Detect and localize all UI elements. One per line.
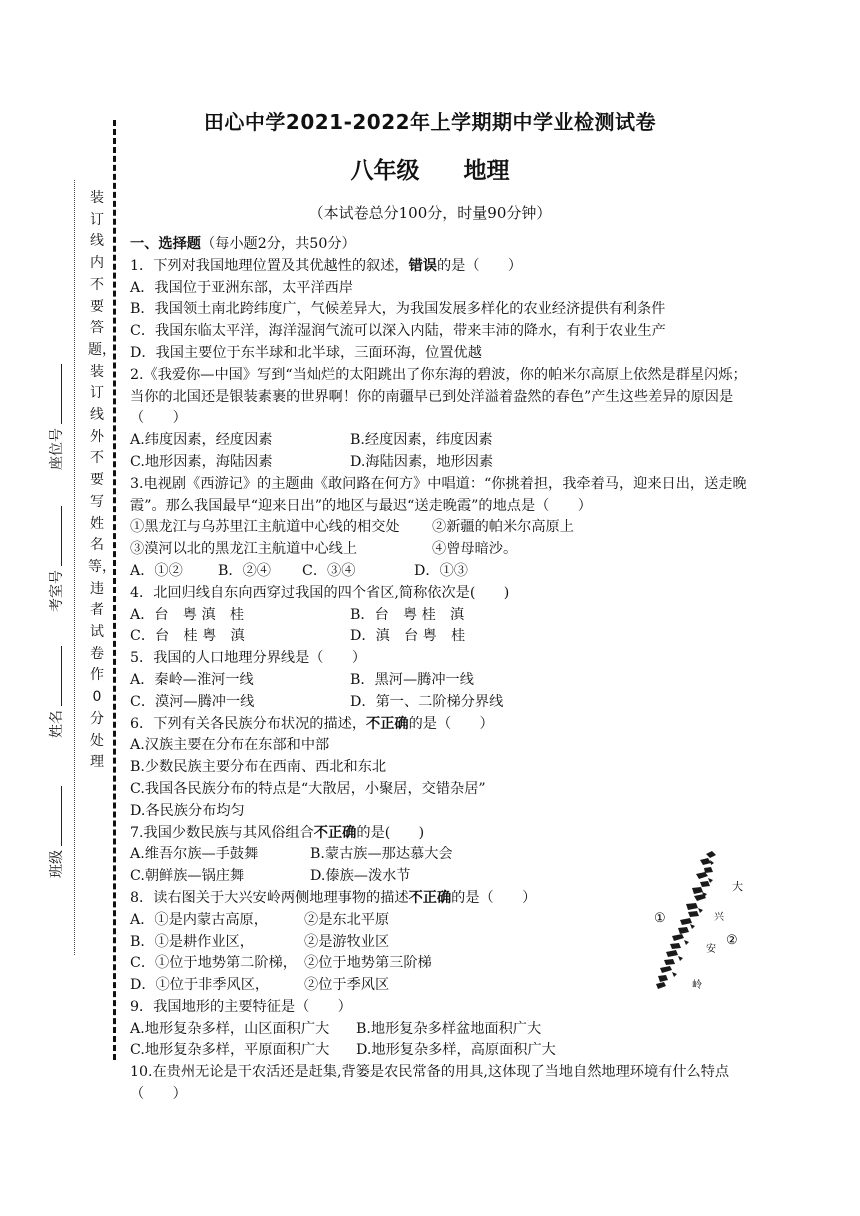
seat-number-field[interactable]: 座位号 [46, 364, 66, 470]
exam-title: 田心中学2021-2022年上学期期中学业检测试卷 [203, 110, 657, 134]
q2-options-row1: A.纬度因素，经度因素 B.经度因素，纬度因素 [130, 432, 493, 449]
q9-stem: 9．我国地形的主要特征是（ ） [130, 998, 352, 1015]
q4-options-row2: C．台 桂 粤 滇 D．滇 台 粤 桂 [130, 628, 466, 645]
q9-options-row1: A.地形复杂多样，山区面积广大 B.地形复杂多样盆地面积广大 [130, 1020, 542, 1037]
binding-dashed-line [113, 120, 116, 1060]
q8-stem: 8．读右图关于大兴安岭两侧地理事物的描述不正确的是（ ） [130, 889, 537, 906]
q6-stem: 6．下列有关各民族分布状况的描述，不正确的是（ ） [130, 715, 494, 732]
map-mark-2: ② [726, 933, 738, 948]
q6-option-d: D.各民族分布均匀 [130, 802, 245, 819]
q2-options-row2: C.地形因素，海陆因素 D.海陆因素，地形因素 [130, 453, 494, 470]
section-heading: 一、选择题（每小题2分，共50分） [130, 236, 356, 252]
map-char-ling: 岭 [692, 980, 702, 991]
q8-option-a: A．①是内蒙古高原， ②是东北平原 [130, 911, 390, 928]
q5-options-row2: C．漠河—腾冲一线 D．第一、二阶梯分界线 [130, 693, 504, 710]
map-char-an: 安 [706, 944, 716, 955]
q3-locations-row1: ①黑龙江与乌苏里江主航道中心线的相交处 ②新疆的帕米尔高原上 [130, 519, 574, 536]
q8-option-c: C．①位于地势第二阶梯， ②位于地势第三阶梯 [130, 955, 432, 972]
q3-stem: 3.电视剧《西游记》的主题曲《敢问路在何方》中唱道：“你挑着担，我牵着马，迎来日出，送走晚霞”。那么我国最早“迎来日出”的地区与最迟“送走晚霞”的地点是（ ） [130, 475, 747, 514]
q5-stem: 5．我国的人口地理分界线是（ ） [130, 650, 367, 667]
q6-option-c: C.我国各民族分布的特点是“大散居，小聚居，交错杂居” [130, 780, 486, 797]
binding-dotted-line [74, 180, 75, 955]
q4-stem: 4．北回归线自东向西穿过我国的四个省区,简称依次是( ) [130, 584, 510, 601]
q4-options-row1: A．台 粤 滇 桂 B．台 粤 桂 滇 [130, 606, 465, 623]
map-char-da: 大 [732, 880, 743, 893]
class-field[interactable]: 班级 [46, 786, 66, 878]
q7-options-row2: C.朝鲜族—锅庄舞 D.傣族—泼水节 [130, 868, 411, 885]
q10-stem: 10.在贵州无论是干农活还是赶集,背篓是农民常备的用具,这体现了当地自然地理环境有什么特点（ ） [130, 1064, 730, 1103]
q3-options: A．①② B．②④ C．③④ D．①③ [130, 562, 468, 579]
q3-locations-row2: ③漠河以北的黑龙江主航道中心线上 ④曾母暗沙。 [130, 541, 518, 558]
map-char-xing: 兴 [714, 912, 724, 923]
q5-options-row1: A．秦岭—淮河一线 B．黑河—腾冲一线 [130, 671, 474, 688]
binding-warning: 装订线内不要答题，装订线外不要写姓名等，违者试卷作0分处理 [88, 190, 116, 771]
q1-option-d: D．我国主要位于东半球和北半球，三面环海，位置优越 [130, 344, 482, 361]
name-field[interactable]: 姓名 [46, 646, 66, 738]
q1-stem: 1．下列对我国地理位置及其优越性的叙述，错误的是（ ） [130, 257, 523, 274]
greater-khingan-map [648, 848, 760, 1000]
exam-subtitle [0, 152, 860, 185]
q6-option-a: A.汉族主要在分布在东部和中部 [130, 737, 330, 754]
q1-option-b: B．我国领土南北跨纬度广，气候差异大，为我国发展多样化的农业经济提供有利条件 [130, 301, 666, 318]
q2-stem: 2.《我爱你—中国》写到“当灿烂的太阳跳出了你东海的碧波，你的帕米尔高原上依然是群星闪烁；当你的北国还是银装素裹的世界啊！你的南疆早已到处洋溢着盎然的春色”产生这些差异的原因是（ ） [130, 366, 747, 427]
grade-label: 八年级 [350, 158, 420, 184]
q8-option-b: B．①是耕作业区， ②是游牧业区 [130, 933, 390, 950]
q7-stem: 7.我国少数民族与其风俗组合不正确的是( ) [130, 824, 425, 841]
subject-label: 地理 [463, 158, 510, 184]
exam-note: （本试卷总分100分，时量90分钟） [308, 204, 552, 222]
exam-room-field[interactable]: 考室号 [46, 506, 66, 612]
q1-option-a: A．我国位于亚洲东部，太平洋西岸 [130, 279, 354, 296]
q6-option-b: B.少数民族主要分布在西南、西北和东北 [130, 759, 387, 776]
q7-options-row1: A.维吾尔族—手鼓舞 B.蒙古族—那达慕大会 [130, 846, 453, 863]
map-mark-1: ① [654, 911, 666, 926]
q9-options-row2: C.地形复杂多样，平原面积广大 D.地形复杂多样，高原面积广大 [130, 1042, 556, 1059]
q8-option-d: D．①位于非季风区， ②位于季风区 [130, 977, 390, 994]
q1-option-c: C．我国东临太平洋，海洋湿润气流可以深入内陆，带来丰沛的降水，有利于农业生产 [130, 323, 666, 340]
